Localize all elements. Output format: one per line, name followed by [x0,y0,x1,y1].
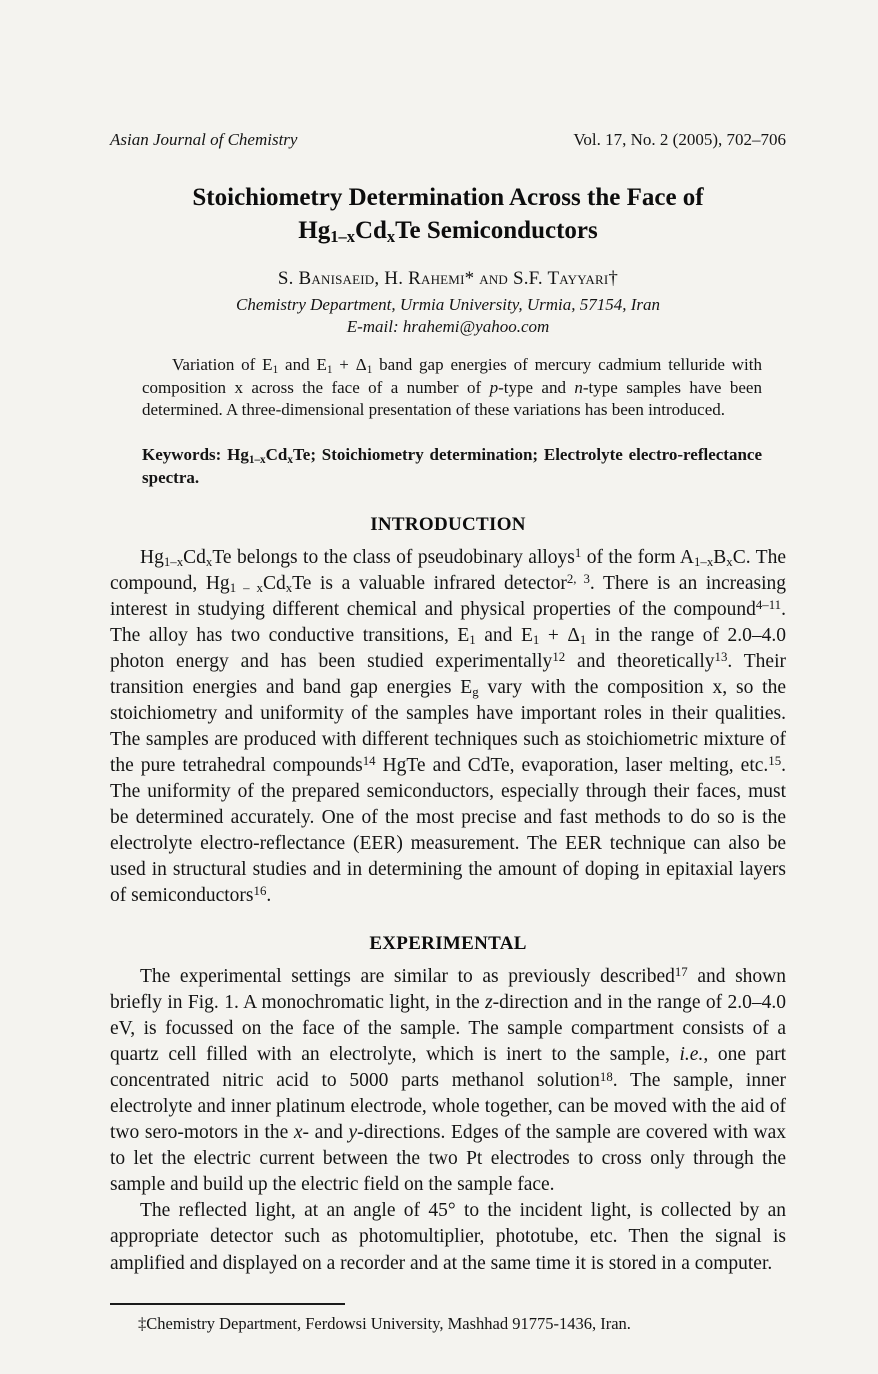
experimental-paragraph-1: The experimental settings are similar to as previously described$^{17}$ and shown briefly in Fig. 1. A monochromatic light, in the z-direction and in the range of 2.0–4.0 eV, is focussed on the face of the sample. The sample compartment consists of a quartz cell filled with an electrolyte, which is inert to the sample, i.e., one part concentrated nitric acid to 5000 parts methanol solution$^{18}$. The sample, inner electrolyte and inner platinum electrode, whole together, can be moved with the aid of two sero-motors in the x- and y-directions. Edges of the sample are covered with wax to let the electric current between the two Pt electrodes to cross only through the sample and build up the electric field on the sample face. [110,965,787,1196]
affiliation-line: Chemistry Department, Urmia University, Urmia, 57154, Iran [235,295,661,314]
issue-info: Vol. 17, No. 2 (2005), 702–706 [573,130,786,149]
experimental-paragraph-2: The reflected light, at an angle of 45° to the incident light, is collected by an appropriate detector such as photomultiplier, phototube, etc. Then the signal is amplified and displayed on a recorder and at the same time it is stored in a computer. [110,1200,786,1274]
abstract-block [142,354,762,422]
keywords-line: Keywords: $Hg_{1-x}Cd_xTe$; Stoichiometry determination; Electrolyte electro-reflectance spectra. [142,444,763,488]
abstract-text: Variation of $E_1$ and $E_1 + \Delta_1$ band gap energies of mercury cadmium telluride with composition x across the face of a number of p-type and n-type samples have been determined. A three-dimensional presentation of these variations has been introduced. [142,355,762,420]
footnote-text: ‡Chemistry Department, Ferdowsi University, Mashhad 91775-1436, Iran. [138,1313,631,1333]
paper-title-line2: $Hg_{1-x}Cd_xTe$ Semiconductors [298,216,598,246]
page-header [110,130,786,150]
authors-line: S. Banisaeid, H. Rahemi* and S.F. Tayyari† [277,268,619,289]
paper-title-line1: Stoichiometry Determination Across the Face of [192,184,704,211]
section-heading-experimental: EXPERIMENTAL [369,933,527,955]
journal-name: Asian Journal of Chemistry [110,130,298,149]
paper-title [120,182,776,247]
footnote-rule [110,1303,345,1305]
section-heading-introduction: INTRODUCTION [370,513,526,535]
introduction-paragraph: $Hg_{1-x}Cd_xTe$ belongs to the class of pseudobinary alloys$^1$ of the form $A_{1-x}B_xC$. The compound, $Hg_{1 - x}Cd_xTe$ is a valuable infrared detector$^{2, 3}$. There is an increasing interest in studying different chemical and physical properties of the compound$^{4-11}$. The alloy has two conductive transitions, $E_1$ and $E_1 + \Delta_1$ in the range of 2.0–4.0 photon energy and has been studied experimentally$^{12}$ and theoretically$^{13}$. Their transition energies and band gap energies $E_g$ vary with the composition x, so the stoichiometry and uniformity of the samples have important roles in their qualities. The samples are produced with different techniques such as stoichiometric mixture of the pure tetrahedral compounds$^{14}$ HgTe and CdTe, evaporation, laser melting, etc.$^{15}$. The uniformity of the prepared semiconductors, especially through their faces, must be determined accurately. One of the most precise and fast methods to do so is the electrolyte electro-reflectance (EER) measurement. The EER technique can also be used in structural studies and in determining the amount of doping in epitaxial layers of semiconductors$^{16}$. [110,545,786,907]
email-line: E-mail: hrahemi@yahoo.com [346,317,550,336]
